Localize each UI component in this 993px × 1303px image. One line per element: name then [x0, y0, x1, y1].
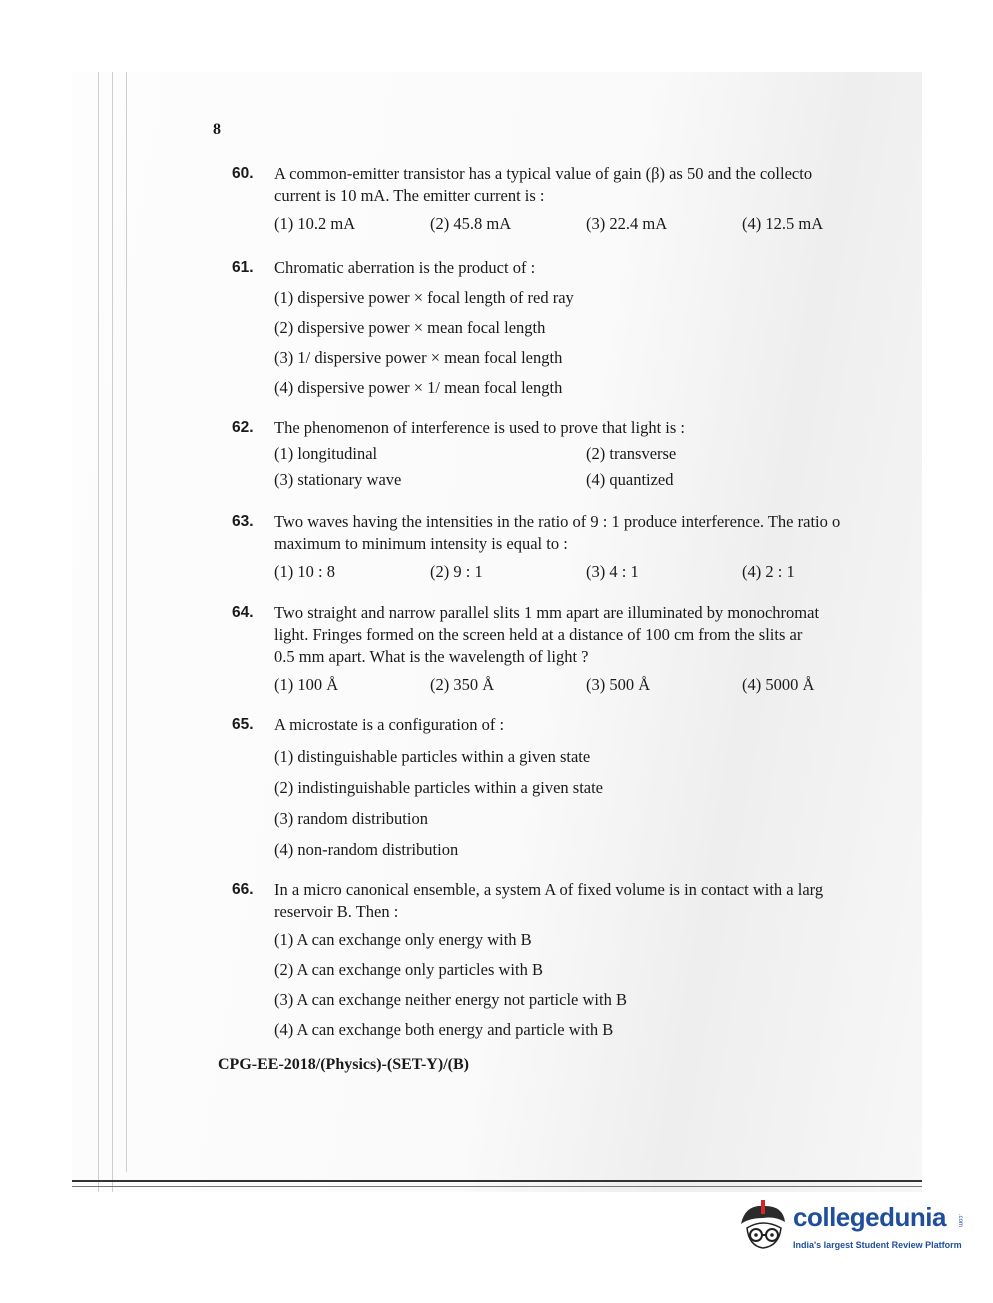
page-edge-line — [98, 72, 99, 1192]
question-number: 62. — [232, 419, 254, 436]
option: (1) dispersive power × focal length of red ray — [274, 288, 574, 307]
option: (4) non-random distribution — [274, 840, 459, 859]
option: (3) 4 : 1 — [586, 562, 639, 581]
option: (4) 5000 Å — [742, 675, 815, 694]
option: (3) 1/ dispersive power × mean focal length — [274, 348, 563, 367]
question-text-line: maximum to minimum intensity is equal to : — [274, 534, 568, 553]
question-62 — [232, 417, 921, 495]
question-text-line: 0.5 mm apart. What is the wavelength of light ? — [274, 647, 589, 666]
options-row — [274, 469, 921, 495]
option: (2) dispersive power × mean focal length — [274, 318, 546, 337]
question-number: 60. — [232, 165, 254, 182]
option: (4) 12.5 mA — [742, 214, 824, 233]
question-60 — [232, 163, 921, 239]
logo-tagline: India's largest Student Review Platform — [793, 1240, 962, 1250]
options-row — [274, 674, 921, 700]
question-text-line: reservoir B. Then : — [274, 902, 399, 921]
question-64 — [232, 602, 921, 700]
page-number: 8 — [213, 121, 221, 138]
option: (3) 500 Å — [586, 675, 651, 694]
question-text-line: In a micro canonical ensemble, a system A of fixed volume is in contact with a larg — [274, 880, 824, 899]
question-text-line: current is 10 mA. The emitter current is : — [274, 186, 545, 205]
option: (2) 9 : 1 — [430, 562, 483, 581]
divider — [72, 1180, 922, 1182]
question-number: 61. — [232, 259, 254, 276]
options-row — [274, 561, 921, 587]
page-edge-line — [112, 72, 113, 1192]
question-number: 66. — [232, 881, 254, 898]
option: (3) A can exchange neither energy not particle with B — [274, 990, 627, 1009]
question-text-line: The phenomenon of interference is used to prove that light is : — [274, 418, 686, 437]
option: (3) 22.4 mA — [586, 214, 668, 233]
question-number: 64. — [232, 604, 254, 621]
option: (4) 2 : 1 — [742, 562, 795, 581]
question-number: 63. — [232, 513, 254, 530]
option: (4) dispersive power × 1/ mean focal length — [274, 378, 563, 397]
option: (2) transverse — [586, 444, 677, 463]
question-text-line: A microstate is a configuration of : — [274, 715, 505, 734]
options-row — [274, 213, 921, 239]
question-text-line: Chromatic aberration is the product of : — [274, 258, 536, 277]
divider — [72, 1186, 922, 1187]
question-65 — [232, 714, 921, 865]
logo-wordmark: collegedunia — [793, 1202, 946, 1232]
question-63 — [232, 511, 921, 587]
student-mascot-icon — [735, 1198, 791, 1254]
options-row — [274, 443, 921, 469]
question-61 — [232, 257, 921, 403]
paper-code-footer: CPG-EE-2018/(Physics)-(SET-Y)/(B) — [218, 1056, 469, 1073]
question-number: 65. — [232, 716, 254, 733]
option: (2) 350 Å — [430, 675, 495, 694]
question-text-line: A common-emitter transistor has a typical value of gain (β) as 50 and the collecto — [274, 164, 813, 183]
option: (2) A can exchange only particles with B — [274, 960, 543, 979]
question-66 — [232, 879, 921, 1045]
option: (1) distinguishable particles within a given state — [274, 747, 591, 766]
question-text-line: light. Fringes formed on the screen held at a distance of 100 cm from the slits ar — [274, 625, 803, 644]
question-text-line: Two straight and narrow parallel slits 1 mm apart are illuminated by monochromat — [274, 603, 820, 622]
option: (2) indistinguishable particles within a given state — [274, 778, 604, 797]
question-text-line: Two waves having the intensities in the ratio of 9 : 1 produce interference. The ratio o — [274, 512, 841, 531]
option: (1) longitudinal — [274, 444, 378, 463]
option: (4) quantized — [586, 470, 674, 489]
option: (1) 10 : 8 — [274, 562, 335, 581]
page-edge-line — [126, 72, 127, 1172]
option: (3) random distribution — [274, 809, 428, 828]
option: (4) A can exchange both energy and particle with B — [274, 1020, 614, 1039]
option: (3) stationary wave — [274, 470, 402, 489]
option: (1) 100 Å — [274, 675, 339, 694]
option: (1) 10.2 mA — [274, 214, 356, 233]
option: (2) 45.8 mA — [430, 214, 512, 233]
collegedunia-logo — [735, 1198, 965, 1260]
option: (1) A can exchange only energy with B — [274, 930, 532, 949]
logo-suffix: .com — [957, 1214, 963, 1228]
